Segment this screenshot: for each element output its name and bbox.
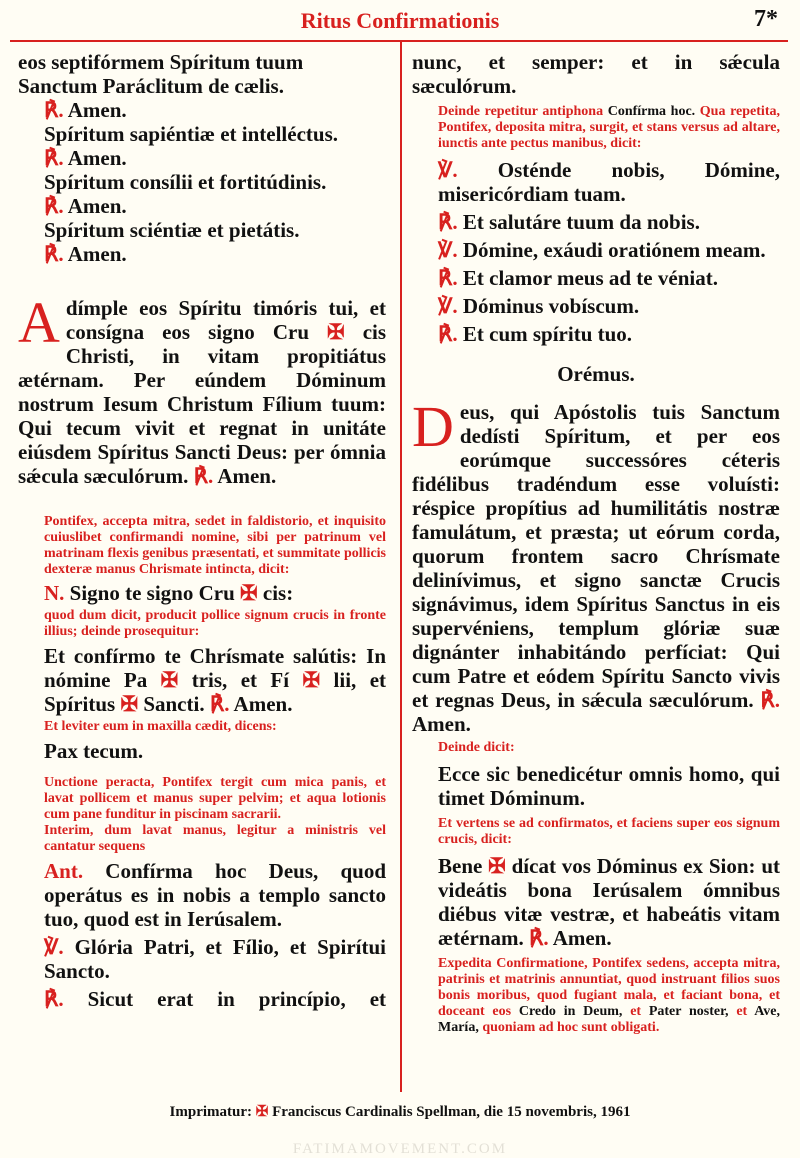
rubric: Deinde repetitur antiphona Confírma hoc. Qua repetita, Pontifex, deposita mitra, surgit, et stans versus ad altare, iunctis ante pectus manibus, dicit: (438, 104, 780, 151)
rubric: Unctione peracta, Pontifex tergit cum mica panis, et lavat pollicem et manus super pelvim; et aqua lotionis cum pane funditur in piscinam sacrarii. (44, 775, 386, 822)
drop-cap: D (412, 394, 454, 459)
response-line: ℟. Et salutáre tuum da nobis. (438, 210, 700, 234)
text-line: Sanctum Paráclitum de cælis. (18, 74, 284, 98)
cross-icon: ✠ (160, 668, 179, 692)
response-symbol: ℟. (44, 98, 64, 122)
versicle-line: ℣. Dóminus vobíscum. (438, 294, 640, 318)
rubric: Deinde dicit: (438, 740, 515, 755)
rubric: Expedita Confirmatione, Pontifex sedens, accepta mitra, patrinis et matrinis annuntiat, quod instruant filios suos bonis moribus, quod fugiant mala, et faciant bona, et doceant eos Credo in Deum, et Pater noster, et Ave, María, quoniam ad hoc sunt obligati. (438, 956, 780, 1035)
text-line: nunc, et semper: et in sǽcula sæculórum. (412, 50, 780, 98)
antiphon-label: Ant. (44, 859, 84, 883)
page-number: 7* (754, 6, 778, 32)
response-symbol: ℟. (44, 146, 64, 170)
page-title: Ritus Confirmationis (300, 8, 500, 33)
response-symbol: ℟. (528, 926, 549, 950)
header-rule (10, 40, 788, 42)
cross-icon: ✠ (240, 581, 258, 605)
blessing-line: Bene ✠ dícat vos Dóminus ex Sion: ut videátis bona Ierúsalem ómnibus diébus vitæ vestræ, et habeátis vitam ætérnam. ℟. Amen. (438, 854, 781, 950)
response-line: ℟. Amen. (44, 242, 127, 266)
adimple-prayer: Adímple eos Spíritu timóris tui, et consígna eos signo Cru ✠ cis Christi, in vitam propitiátus ætérnam. Per eúndem Dóminum nostrum Iesum Christum Fílium tuum: Qui tecum vivit et regnat in unitáte eiúsdem Spíritus Sancti Deus: per ómnia sǽcula sæculórum. ℟. Amen. (18, 290, 387, 488)
rubric: Et leviter eum in maxilla cædit, dicens: (44, 719, 277, 734)
cross-icon: ✠ (488, 854, 506, 878)
response-symbol: ℟. (193, 464, 214, 488)
response-symbol: ℟. (438, 210, 458, 234)
page-header (0, 0, 800, 46)
imprimatur-footer: Imprimatur: ✠ Franciscus Cardinalis Spellman, die 15 novembris, 1961 (169, 1104, 631, 1120)
versicle-symbol: ℣. (44, 935, 64, 959)
text-line: Spíritum sciéntiæ et pietátis. (44, 218, 300, 242)
column-divider (400, 42, 402, 1092)
antiphon: Ant. Confírma hoc Deus, quod operátus es in nobis a templo sancto tuo, quod est in Ierúsalem. (44, 859, 386, 931)
rubric: Pontifex, accepta mitra, sedet in faldistorio, et inquisito cuiuslibet confirmandi nomine, sibi per patrinum vel matrinam flexis genibus præsentati, et summitate pollicis dexteræ manus Chrismate intincta, dicit: (44, 514, 386, 577)
deus-prayer: Deus, qui Apóstolis tuis Sanctum dedísti Spíritum, et per eos eorúmque successóres céteris fidélibus tradéndum esse voluísti: réspice propítius ad humilitátis nostræ famulátum, et præsta; ut eórum corda, quorum frontem sacro Chrísmate delinívimus, et signo sanctæ Crucis signávimus, idem Spíritus Sanctus in eis supervéniens, templum glóriæ suæ dignánter inhabitándo perfíciat: Qui cum Patre et eódem Spíritu Sancto vivis et regnas Deus, in sǽcula sæculórum. ℟. Amen. (412, 394, 780, 736)
response-line: ℟. Et cum spíritu tuo. (438, 322, 633, 346)
response-symbol: ℟. (438, 266, 458, 290)
signo-line: N. Signo te signo Cru ✠ cis: (44, 581, 294, 605)
pax-line: Pax tecum. (44, 739, 144, 763)
versicle-symbol: ℣. (438, 158, 458, 182)
confirmo-line: Et confírmo te Chrísmate salútis: In nómine Pa ✠ tris, et Fí ✠ lii, et Spíritus ✠ Sancti. ℟. Amen. (44, 644, 387, 716)
versicle-line: ℣. Osténde nobis, Dómine, misericórdiam tuam. (438, 158, 780, 206)
response-line: ℟. Amen. (44, 194, 127, 218)
text-line: Spíritum sapiéntiæ et intelléctus. (44, 122, 338, 146)
versicle-line: ℣. Dómine, exáudi oratiónem meam. (438, 238, 766, 262)
response-line: ℟. Amen. (44, 98, 127, 122)
cross-icon: ✠ (327, 320, 345, 344)
drop-cap: A (18, 290, 60, 355)
versicle-line: ℣. Glória Patri, et Fílio, et Spirítui Sancto. (44, 935, 386, 983)
response-symbol: ℟. (44, 242, 64, 266)
right-column (412, 50, 780, 1036)
cross-icon: ✠ (120, 692, 139, 716)
cross-icon: ✠ (255, 1104, 269, 1120)
versicle-symbol: ℣. (438, 238, 458, 262)
response-symbol: ℟. (44, 194, 64, 218)
left-column (18, 50, 386, 1011)
versicle-symbol: ℣. (438, 294, 458, 318)
response-symbol: ℟. (209, 692, 230, 716)
response-line: ℟. Amen. (44, 146, 127, 170)
name-symbol: N. (44, 581, 65, 605)
rubric: Et vertens se ad confirmatos, et faciens super eos signum crucis, dicit: (438, 816, 780, 847)
rubric: quod dum dicit, producit pollice signum crucis in fronte illius; deinde prosequitur: (44, 608, 386, 639)
text-line: Spíritum consílii et fortitúdinis. (44, 170, 327, 194)
text-line: eos septifórmem Spíritum tuum (18, 50, 304, 74)
watermark: FATIMAMOVEMENT.COM (292, 1141, 508, 1157)
response-line: ℟. Sicut erat in princípio, et (44, 987, 387, 1011)
rubric: Interim, dum lavat manus, legitur a ministris vel cantatur sequens (44, 823, 386, 854)
ecce-line: Ecce sic benedicétur omnis homo, qui timet Dóminum. (438, 762, 780, 810)
cross-icon: ✠ (302, 668, 321, 692)
response-line: ℟. Et clamor meus ad te véniat. (438, 266, 718, 290)
response-symbol: ℟. (438, 322, 458, 346)
response-symbol: ℟. (44, 987, 64, 1011)
response-symbol: ℟. (760, 688, 780, 712)
oremus-heading: Orémus. (557, 362, 635, 386)
